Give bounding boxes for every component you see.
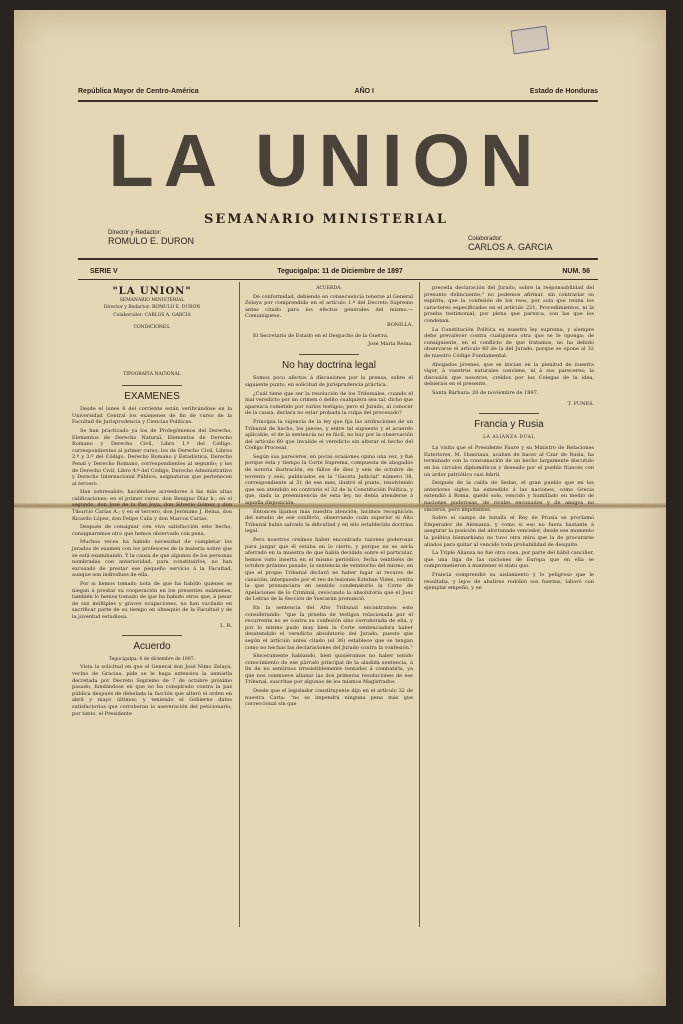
library-stamp (511, 26, 550, 55)
separator (479, 413, 539, 414)
paragraph: La Constitución Política es nuestra ley suprema, y siempre debe prevalecer contra cualquiera otra que se le oponga; de consiguiente, en el conflicto de que tratamos, no ha debido observarse el artículo 60 de la del Jurado, porque se opone al 32 de nuestro Código Fundamental. (424, 326, 594, 359)
paragraph: En la sentencia del Alto Tribunal encontramos este considerando: "que la prueba de testigos relacionada por el recurrente no se contra su confesión sino corroborada de ella, y por lo mismo pudo muy bien la Corte sentenciadora haber desatendido el veredicto absolutorio del Jurado, puesto que según el artículo antes citado (el 36) establece que se tengan como no hechas las declaraciones del Jurado contra la confesión." (245, 604, 413, 651)
dateline-top-rule (78, 258, 598, 260)
article-title-doctrina: No hay doctrina legal (282, 359, 376, 371)
paragraph: La visita que el Presidente Faure y su Ministro de Relaciones Exteriores, M. Hanotaux, acaban de hacer al Czar de Rusia, ha terminado con la consumación de un hecho largamente discutido en los círculos diplomáticos y deseado por el pueblo francés con un ardor patriótico casi febril. (424, 445, 594, 478)
paragraph: Somos poco afectos á discusiones por la prensa, sobre el siguiente punto, en solicitud de jurisprudencia práctica. (245, 375, 413, 388)
separator (299, 354, 359, 355)
paragraph: Después de consignar con viva satisfacción este hecho, consignaremos otro que hemos observado con pena. (72, 524, 232, 537)
paragraph: Abogados jóvenes, que se inician en la plenitud de nuestra vigor, á vuestros naturales conviene, ni á sus pareceres; la discusión que nosotros, creídos por los Colegas de la idea, debiérais en el presente. (424, 361, 594, 388)
article-title-acuerdo: Acuerdo (133, 641, 171, 653)
paragraph: ¿Cuál tiene que ser la resolución de los Tribunales, cuando el mal veredicto por un crimen ó delito cualquiera sea tal, dicho que aparezca cometido por varios testigos; pero el Jurado, al conocer de la causa, declara no estar probada la culpa del procesado? (245, 390, 413, 417)
signature: L. R. (220, 622, 232, 629)
column-2 (245, 285, 413, 710)
signature: T. FUNES. (567, 400, 594, 407)
box-printer: TIPOGRAFIA NACIONAL (123, 371, 181, 377)
masthead-title: LA UNION (108, 119, 544, 202)
dateline-bottom-rule (78, 279, 598, 280)
paragraph: preceda declaración del Jurado, sobre la responsabilidad del presunto delincuente," no podemos afirmar, sin contrariar su espíritu, que la confesión de los reos, por sola que reúna los caracteres especificados en el artículo 221, Procedimientos, ni la prueba testimonial, por plena que parezca, son las que los condenan. (424, 285, 594, 324)
paragraph: Muchos veces ha habido necesidad de completar los jurados de examen con los profesores de la materia sobre que se está examinando. Y la causa de que algunos de los personas nombradas con anterioridad, para constituirlos, no han excusado de prestar ese pequeño servicio á la Facultad, aunque son individuos de ella. (72, 539, 232, 579)
masthead-subtitle: SEMANARIO MINISTERIAL (204, 212, 448, 227)
separator (122, 635, 182, 636)
signature-place: Santa Bárbara: 20 de noviembre de 1897. (432, 389, 539, 396)
article-title-francia: Francia y Rusia (474, 419, 544, 431)
top-rule (78, 100, 598, 102)
place-date: Tegucigalpa: 11 de Diciembre de 1897 (277, 268, 403, 275)
paragraph: Sinceramente hablando, bien quisiéramos no haber tenido conocimiento de ese párrafo principal de la aludida sentencia, á fin de no sentirnos irresistiblemente tentados á combatirla, ya que nos conmueve allanar las dos primeras resoluciones de ese Tribunal, suscritas por algunos de los mismos Magistrados. (245, 653, 413, 686)
paragraph: Después de la caída de Sedan, el gran pueblo que en los anteriores siglos ha extendido á las naciones, como Grecia extendió á Roma, quedó solo, vencido y humillado en medio de naciones poderosas, de rivales enconados y de amigos no sinceros, pero impotentes. (424, 480, 594, 513)
collaborator-role: Colaborador: (468, 236, 503, 242)
box-director: Director y Redactor: ROMULO E. DURON (103, 305, 201, 311)
paragraph: Según sus pareceres, en pocas ocasiones opina una vez, y fué porque ésta y tiempo la Corte Suprema, compuesta de abogados de notoria ilustración, en fallos de diez y seis de octubre de noventa y seis, publicados en la "Gaceta Judicial" número 38, correspondiente al 31 de ese mes, ilustró el punto, resolviendo que sea atendido en contrario el 32 de la Constitución Política, y que, dada la preeminencia de esta ley, no debía atenderse á aquella disposición. (245, 453, 413, 507)
column-divider (419, 282, 420, 927)
column-1 (72, 285, 232, 719)
paragraph: Desde que el legislador constituyente dijo en el artículo 32 de nuestra Carta: "no se impondrá ninguna pena más que correccional sin que (245, 688, 413, 708)
collaborator-name: CARLOS A. GARCIA (468, 242, 553, 252)
article-title-examenes: EXAMENES (124, 390, 180, 402)
header-year: AÑO I (354, 88, 374, 95)
director-credit (108, 230, 194, 246)
signature: José María Reina. (368, 341, 413, 348)
paragraph: Sobre el campo de batalla el Rey de Prusia se proclamó Emperador de Alemania, y como si eso no fuera bastante á asegurar la posición del afortunado vencedor, desde ese momento la política bismarkiana no tuvo otra mira que la de procurarse aliados para quitar al vencido toda probabilidad de desquite. (424, 515, 594, 548)
column-3 (424, 285, 594, 594)
paragraph: Desde el lunes 6 del corriente están verificándose en la Universidad Central los exámenes de fin de curso de la Facultad de Jurisprudencia y Ciencias Políticas. (72, 406, 232, 426)
header-line (78, 88, 598, 95)
column-divider (239, 282, 240, 927)
paragraph: Vista la solicitud en que el General don José Nimo Zelaya, vecino de Gracias, pide se le haga extensiva la amnistía decretada por Decreto Supremo de 7 de octubre próximo pasado, fundándose en que no ha conspirado contra la paz pública después de debelada la facción que alteró el orden en abril y mayo últimos; y teniendo el Gobierno datos satisfactorios que corroboran la aseveración del peticionario; por tanto, el Presidente (72, 664, 232, 717)
paragraph: Han sobresalido, haciéndose acreedores á las más altas calificaciones: en el primer curso, don Benigno Díaz h.; en el segundo, don José de la Paz Joya, don Silverio Gómez y don Tiburcio Carías A.; y en el tercero, don Jerónimo J. Reina, don Ricardo López, don Felipe Calix y don Marcos Carías. (72, 489, 232, 522)
paragraph: El Secretario de Estado en el Despacho de la Guerra, (253, 332, 389, 339)
separator (122, 385, 182, 386)
series: SERIE V (90, 268, 118, 275)
box-conditions: CONDICIONES. (133, 325, 171, 331)
acuerdo-date: Tegucigalpa: 6 de diciembre de 1897. (108, 656, 196, 662)
paragraph: Principia la vigencia de la ley que fija las atribuciones de un Tribunal de hecho, los jueces, y entre tal supuesto y el acuerdo aplicable, el de la sentencia no es fácil, no hay por la observación del artículo 60 que invalide el veredicto sin alterar el hecho del Código Procesal. (245, 418, 413, 452)
paragraph: De conformidad, debiendo en consecuencia tenerse al General Zelaya por comprendido en el artículo 1.º del Decreto Supremo antes citado para los efectos generales del mismo.—Comuníquese. (245, 293, 413, 320)
paragraph: Francia comprendió su aislamiento y lo peligroso que le resultaba, y lejos de abatirse redobló sus fuerzas, laboró con ejemplar empeño, y en (424, 571, 594, 592)
header-right: Estado de Honduras (529, 88, 598, 95)
paragraph: Entonces lijamos más nuestra atención; hicimos recognición del estudio de ese conflicto, observando cuán superior el Alto Tribunal había salvado la dificultad y en ello establecida doctrina legal. (245, 508, 413, 535)
dateline (90, 268, 590, 275)
issue-number: NUM. 56 (562, 268, 590, 275)
box-subtitle: SEMANARIO MINISTERIAL (119, 297, 185, 303)
paragraph: La Triple Alianza no fué otra cosa, por parte del hábil canciller, que una liga de las naciones de Europa que en ella se comprometieron á mantener el statu quo. (424, 550, 594, 570)
header-left: República Mayor de Centro-América (78, 88, 199, 95)
paragraph: Se han practicado ya los de Prolegómenos del Derecho, Elementos de Derecho Natural, Elementos de Derecho Romano y Derecho Civil, Libro 1.º del Código, correspondientes al primer curso; los de Derecho Civil, Libros 2.º y 3.º del Código, Derecho Romano y Estadística, Derecho Penal y Derecho Romano, correspondientes al segundo; y los de Derecho Civil, Libro 4.º del Código, Derecho Administrativo y Derecho Internacional Público, asignaturas que pertenecen al tercero. (72, 427, 232, 487)
signature: BONILLA. (386, 321, 413, 328)
paragraph: Por si hemos tomado nota de que ha habido quienes se niegan á prestar su cooperación en los presentes exámenes, también lo hemos tomado de que ha habido otros que, á pesar de sus múltiples y graves ocupaciones, no han vacilado en sacrificar parte de su tiempo en obsequio de la Facultad y de la juventud estudiosa. (72, 581, 232, 620)
box-collaborator: Colaborador: CARLOS A. GARCIA (113, 312, 191, 318)
article-subtitle-francia: LA ALIANZA DUAL (483, 434, 535, 440)
box-title: "LA UNION" (112, 286, 192, 297)
acuerda-label: ACUERDA: (316, 286, 342, 291)
collaborator-credit (468, 236, 553, 252)
director-role: Director y Redactor: (108, 230, 162, 236)
paragraph: Pero nosotros creímos haber encontrado razones poderosas para juzgar que él estaba en lo cierto, y porque no se sería aferrado en la muestra de que había decidido sobre el particular, hemos visto inserta en el mismo periódico, fecha veintiséis de octubre próximo pasado, la sentencia de veintiocho del mismo, en que el propio Tribunal declaró no haber lugar al recurso de casación, interpuesto por el reo de lesiones Esteban Vides, contra la que pronunciara en sentido condenatorio la Corte de Apelaciones de lo Criminal, revocando la absolutoria que el Juez de Letras de la Sección de Yuscarán pronunció. (245, 537, 413, 603)
director-name: ROMULO E. DURON (108, 236, 195, 246)
